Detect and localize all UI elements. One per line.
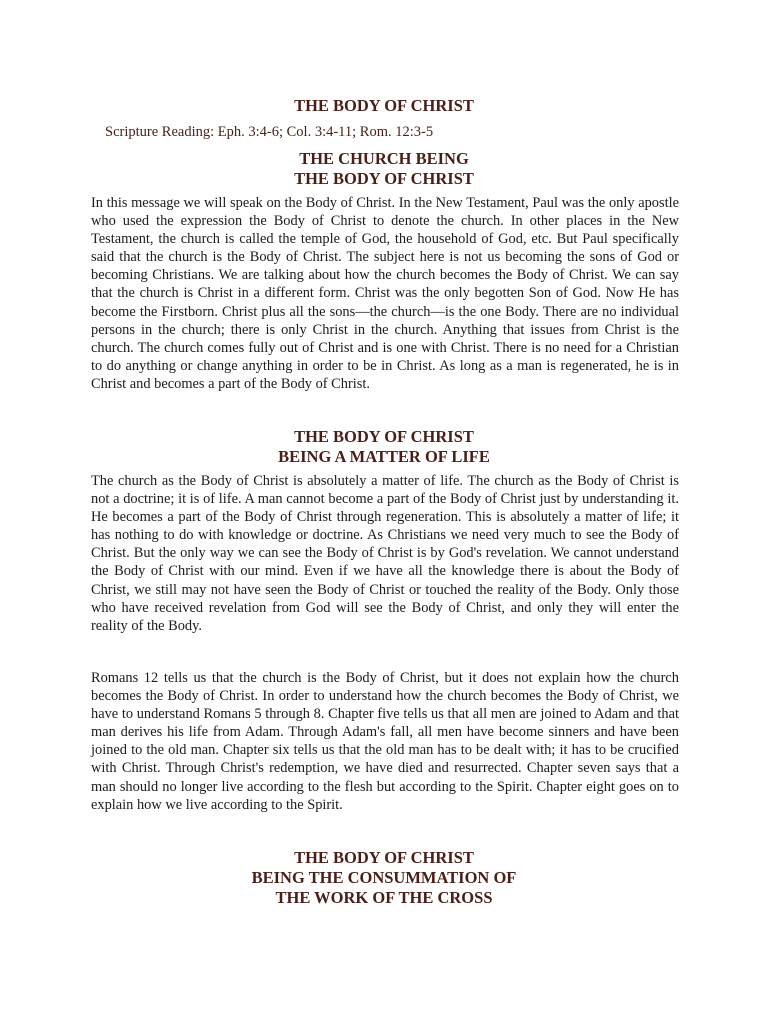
section-heading-line: THE BODY OF CHRIST: [294, 169, 474, 188]
section-heading-consummation-of-cross: [0, 848, 768, 908]
section-heading-church-being-body: [0, 149, 768, 189]
section-heading-matter-of-life: [0, 427, 768, 467]
section-heading-line: BEING THE CONSUMMATION OF: [251, 868, 517, 887]
section-heading-line: THE BODY OF CHRIST: [294, 848, 474, 867]
scripture-reading: Scripture Reading: Eph. 3:4-6; Col. 3:4-11; Rom. 12:3-5: [105, 124, 434, 140]
page-title-text: THE BODY OF CHRIST: [294, 96, 474, 115]
body-paragraph: The church as the Body of Christ is absolutely a matter of life. The church as the Body of Christ is not a doctrine; it is of life. A man cannot become a part of the Body of Christ just by understanding it. He becomes a part of the Body of Christ through regeneration. This is absolutely a matter of life; it has nothing to do with knowledge or doctrine. As Christians we need very much to see the Body of Christ. But the only way we can see the Body of Christ is by God's revelation. We cannot understand the Body of Christ with our mind. Even if we have all the knowledge there is about the Body of Christ, we still may not have seen the Body of Christ or touched the reality of the Body. Only those who have received revelation from God will see the Body of Christ, and only they will enter the reality of the Body.: [91, 473, 679, 634]
section-heading-line: THE CHURCH BEING: [299, 149, 469, 168]
page-title: [0, 96, 768, 116]
section-heading-line: THE WORK OF THE CROSS: [275, 888, 493, 907]
body-paragraph: In this message we will speak on the Body of Christ. In the New Testament, Paul was the only apostle who used the expression the Body of Christ to denote the church. In other places in the New Testament, the church is called the temple of God, the household of God, etc. But Paul specifically said that the church is the Body of Christ. The subject here is not us becoming the sons of God or becoming Christians. We are talking about how the church becomes the Body of Christ. We can say that the church is Christ in a different form. Christ was the only begotten Son of God. Now He has become the Firstborn. Christ plus all the sons—the church—is the one Body. There are no individual persons in the church; there is only Christ in the church. Anything that issues from Christ is the church. The church comes fully out of Christ and is one with Christ. There is no need for a Christian to do anything or change anything in order to be in Christ. As long as a man is regenerated, he is in Christ and becomes a part of the Body of Christ.: [91, 195, 679, 392]
section-heading-line: BEING A MATTER OF LIFE: [278, 447, 490, 466]
section-heading-line: THE BODY OF CHRIST: [294, 427, 474, 446]
body-paragraph: Romans 12 tells us that the church is the Body of Christ, but it does not explain how the church becomes the Body of Christ. In order to understand how the church becomes the Body of Christ, we have to understand Romans 5 through 8. Chapter five tells us that all men are joined to Adam and that man derives his life from Adam. Through Adam's fall, all men have become sinners and have been joined to the old man. Chapter six tells us that the old man has to be dealt with; it has to be crucified with Christ. Through Christ's redemption, we have died and resurrected. Chapter seven says that a man should no longer live according to the flesh but according to the Spirit. Chapter eight goes on to explain how we live according to the Spirit.: [91, 670, 679, 813]
